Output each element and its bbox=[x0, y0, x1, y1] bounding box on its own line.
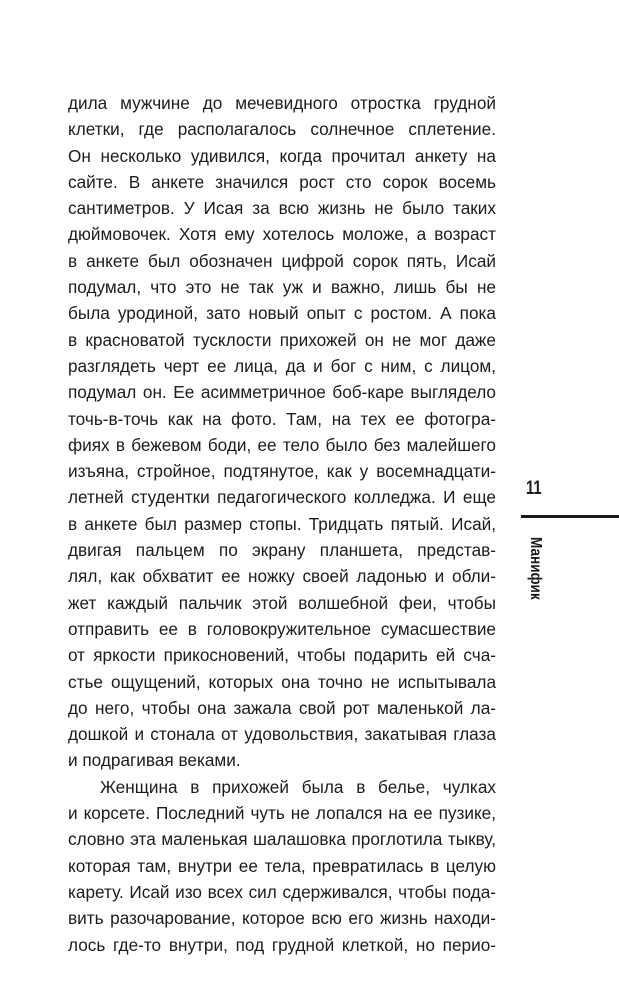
text-line: двигая пальцем по экрану планшета, представ- bbox=[68, 540, 496, 561]
text-line: фиях в бежевом боди, ее тело было без малейшего bbox=[68, 434, 496, 455]
text-line: стье ощущений, которых она точно не испытывала bbox=[68, 671, 496, 692]
text-line: лял, как обхватит ее ножку своей ладонью и обли- bbox=[68, 566, 496, 587]
text-line: летней студентки педагогического колледжа. И еще bbox=[68, 487, 496, 508]
text-line: карету. Исай изо всех сил сдерживался, чтобы пода- bbox=[68, 881, 496, 902]
body-text bbox=[68, 90, 496, 958]
text-line: дюймовочек. Хотя ему хотелось моложе, а возраст bbox=[68, 224, 496, 245]
text-line: и подрагивая веками. bbox=[68, 750, 241, 771]
text-line: разглядеть черт ее лица, да и бог с ним, с лицом, bbox=[68, 355, 496, 376]
text-line: которая там, внутри ее тела, превратилась в целую bbox=[68, 855, 496, 876]
text-line: клетки, где располагалось солнечное сплетение. bbox=[68, 119, 496, 140]
text-line: была уродиной, зато новый опыт с ростом. А пока bbox=[68, 303, 496, 324]
text-line: до него, чтобы она зажала свой рот маленькой ла- bbox=[68, 697, 496, 718]
text-line: словно эта маленькая шалашовка проглотила тыкву, bbox=[68, 829, 496, 850]
side-divider bbox=[521, 515, 619, 518]
running-title: Манифик bbox=[527, 537, 544, 600]
text-line: изъяна, стройное, подтянутое, как у восемнадцати- bbox=[68, 461, 496, 482]
text-line: от яркости прикосновений, чтобы подарить ей сча- bbox=[68, 645, 496, 666]
paragraph bbox=[68, 90, 496, 774]
text-line: Женщина в прихожей была в белье, чулках bbox=[100, 776, 496, 797]
text-line: подумал, что это не так уж и важно, лишь бы не bbox=[68, 277, 496, 298]
text-line: в красноватой тусклости прихожей он не мог даже bbox=[68, 329, 496, 350]
text-line: сантиметров. У Исая за всю жизнь не было таких bbox=[68, 198, 496, 219]
text-line: в анкете был обозначен цифрой сорок пять, Исай bbox=[68, 250, 496, 271]
page-number: 11 bbox=[526, 478, 542, 499]
text-line: Он несколько удивился, когда прочитал анкету на bbox=[68, 145, 496, 166]
text-line: жет каждый пальчик этой волшебной феи, чтобы bbox=[68, 592, 496, 613]
paragraph bbox=[68, 774, 496, 958]
text-line: в анкете был размер стопы. Тридцать пятый. Исай, bbox=[68, 513, 496, 534]
text-line: отправить ее в головокружительное сумасшествие bbox=[68, 618, 496, 639]
text-line: дила мужчине до мечевидного отростка грудной bbox=[68, 93, 496, 113]
text-line: вить разочарование, которое всю его жизнь находи- bbox=[68, 908, 496, 929]
text-line: подумал он. Ее асимметричное боб-каре выглядело bbox=[68, 382, 496, 403]
text-line: точь-в-точь как на фото. Там, на тех ее фотогра- bbox=[68, 408, 496, 429]
text-line: лось где-то внутри, под грудной клеткой, но перио- bbox=[68, 934, 496, 955]
text-line: дошкой и стонала от удовольствия, закатывая глаза bbox=[68, 724, 496, 745]
text-line: сайте. В анкете значился рост сто сорок восемь bbox=[68, 171, 496, 192]
text-line: и корсете. Последний чуть не лопался на ее пузике, bbox=[68, 803, 496, 824]
